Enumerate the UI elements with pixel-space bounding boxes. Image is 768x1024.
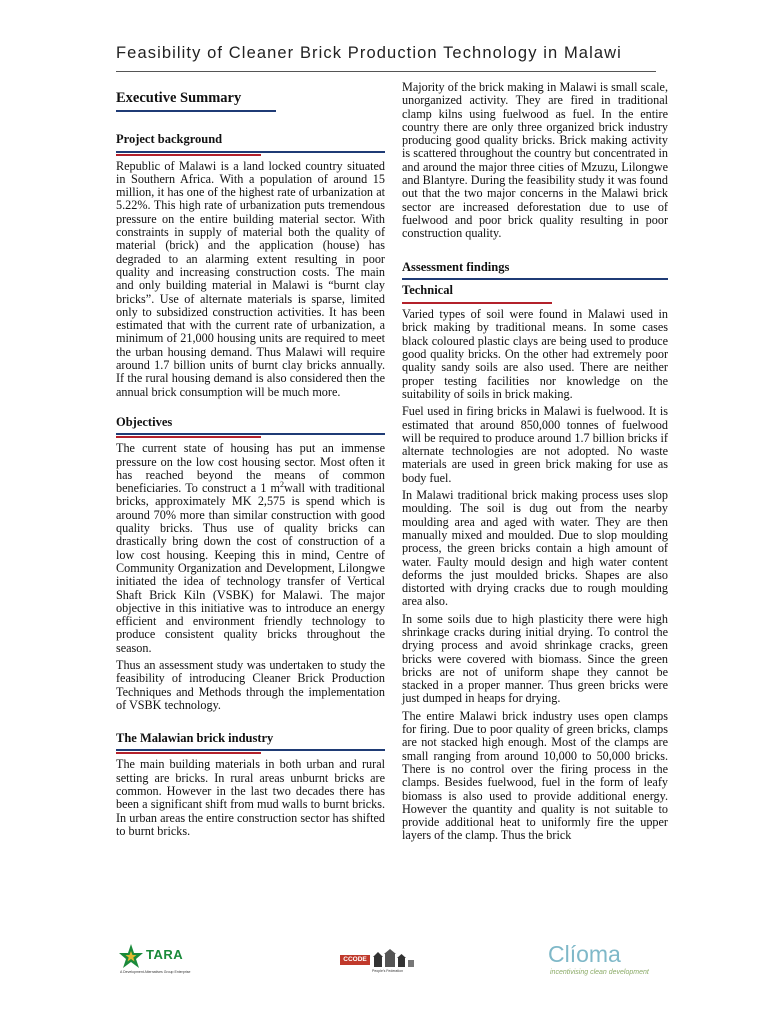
section-rule (116, 433, 385, 435)
technical-paragraph-2: Fuel used in firing bricks in Malawi is fuelwood. It is estimated that around 850,000 tonnes of fuelwood will be required to produce around 1.7 billion bricks if alternate technologies are not adopted. No waste materials are used in green brick making for use as body fuel. (402, 404, 668, 485)
ccode-logo (340, 949, 420, 975)
peoples-federation-label: People's Federation (372, 969, 404, 973)
left-column (116, 81, 385, 842)
project-background-heading: Project background (116, 132, 223, 147)
project-background-section (116, 133, 385, 399)
clioma-tagline: incentivising clean development (550, 969, 649, 976)
superscript-2: 2 (280, 480, 285, 490)
industry-heading: The Malawian brick industry (116, 731, 274, 746)
technical-paragraph-1: Varied types of soil were found in Malawi used in brick making by traditional means. In some cases black coloured plastic clays are being used to produce good quality bricks. On the other had extremely poor quality sandy soils are also used. There are neither proper testing facilities nor knowledge on the suitability of soils in brick making. (402, 307, 668, 401)
houses-icon (372, 949, 416, 969)
section-rule (402, 278, 668, 280)
clioma-wordmark: Clíoma (548, 941, 621, 967)
industry-section (116, 732, 385, 838)
executive-summary-title: Executive Summary (116, 90, 242, 106)
objectives-heading: Objectives (116, 414, 173, 429)
objectives-text-part-2: wall with traditional bricks, approximately MK 2,575 is spend which is around 70% more than similar construction with good quality bricks. Thus use of quality bricks can drastically bring down the cost of construction of a low cost housing. Keeping this in mind, Centre of Community Organization and Development, Lilongwe initiated the idea of technology transfer of Vertical Shaft Brick Kiln (VSBK) for Malawi. The major objective in this initiative was to introduce an energy efficient and environment friendly technology to produce consistent quality bricks throughout the season. (116, 481, 385, 655)
header-divider (116, 71, 656, 72)
technical-paragraph-3: In Malawi traditional brick making process uses slop moulding. The soil is dug out from the nearby moulding area and aged with water. They are then manually mixed and moulded. Due to slop moulding process, the green bricks contain a high amount of water. Faulty mould design and high water content deforms the just moulded bricks. Shapes are also distorted with drying cracks due to rough moulding area also. (402, 488, 668, 609)
technical-heading: Technical (402, 282, 453, 297)
section-rule-accent (116, 436, 261, 438)
section-rule (116, 749, 385, 751)
objectives-paragraph-2: Thus an assessment study was undertaken to study the feasibility of introducing Cleaner Brick Production Techniques and Methods through the implementation of VSBK technology. (116, 657, 385, 712)
section-rule-accent (402, 302, 552, 304)
ccode-wordmark: CCODE (340, 955, 370, 965)
right-column (402, 81, 668, 847)
tara-tagline: A Development Alternatives Group Enterprise (120, 970, 191, 974)
section-rule (116, 151, 385, 153)
objectives-text-part-1: The current state of housing has put an immense pressure on the low cost housing sector. Most often it has reached beyond the means of common beneficiaries. To construct a 1 m (116, 441, 385, 496)
footer-logos (0, 935, 768, 995)
document-header-title: Feasibility of Cleaner Brick Production Technology in Malawi (116, 44, 622, 62)
tara-logo (118, 941, 198, 981)
assessment-findings-heading: Assessment findings (402, 259, 510, 274)
objectives-paragraph-1 (116, 442, 385, 655)
executive-summary-underline (116, 110, 276, 112)
project-background-paragraph: Republic of Malawi is a land locked country situated in Southern Africa. With a population of around 15 million, it has one of the highest rate of urbanization at 5.22%. This high rate of urbanization puts tremendous pressure on the entire building material sector. With constraints in supply of material both the quality of material (brick) and the application (house) has degraded to an alarming extent resulting in poor quality and increasing construction costs. The main and only building material in Malawi is “burnt clay bricks”. Use of alternate materials is sparse, limited only to subsidized construction activities. It has been estimated that with the current rate of urbanization, a minimum of 21,000 housing units are required to meet the urban housing demand. Thus Malawi will require around 1.7 billion units of burnt clay bricks annually. If the rural housing demand is also considered then the annual brick consumption will be much more. (116, 158, 385, 399)
objectives-section (116, 416, 385, 712)
industry-paragraph: The main building materials in both urban and rural setting are bricks. In rural areas unburnt bricks are common. However in the last two decades there has been a significant shift from mud walls to burnt bricks. In urban areas the entire construction sector has shifted to burnt bricks. (116, 757, 385, 838)
tara-wordmark: TARA (146, 947, 184, 962)
section-rule-accent (116, 752, 261, 754)
technical-paragraph-5: The entire Malawi brick industry uses open clamps for firing. Due to poor quality of green bricks, clamps are not stacked high enough. Most of the clamps are small ranging from around 10,000 to 50,000 bricks. There is no control over the firing process in the clamps. Besides fuelwood, fuel in the form of leafy biomass is also used to provide additional energy. However the quantity and quality is not suitable to provide additional heat to uniformly fire the upper layers of the clamp. Thus the brick (402, 708, 668, 843)
brick-making-overview-paragraph: Majority of the brick making in Malawi is small scale, unorganized activity. They are fired in traditional clamp kilns using fuelwood as fuel. In the entire country there are only three organized brick industry producing good quality bricks. Brick making activity is scattered throughout the country but concentrated in and around the major three cities of Mzuzu, Lilongwe and Blantyre. During the feasibility study it was found out that the two major concerns in the Malawi brick sector are increased deforestation due to use of fuelwood and poor brick quality resulting in poor construction quality. (402, 80, 668, 241)
section-rule-accent (116, 154, 261, 156)
assessment-section (402, 261, 668, 843)
star-icon (118, 943, 144, 969)
technical-paragraph-4: In some soils due to high plasticity there were high shrinkage cracks during initial drying. To control the drying process and avoid shrinkage cracks, green bricks were covered with biomass. Since the green bricks are not of uniform shape they cannot be stacked in a proper manner. Thus green bricks were just dumped in heaps for drying. (402, 611, 668, 706)
clioma-logo (548, 941, 668, 985)
